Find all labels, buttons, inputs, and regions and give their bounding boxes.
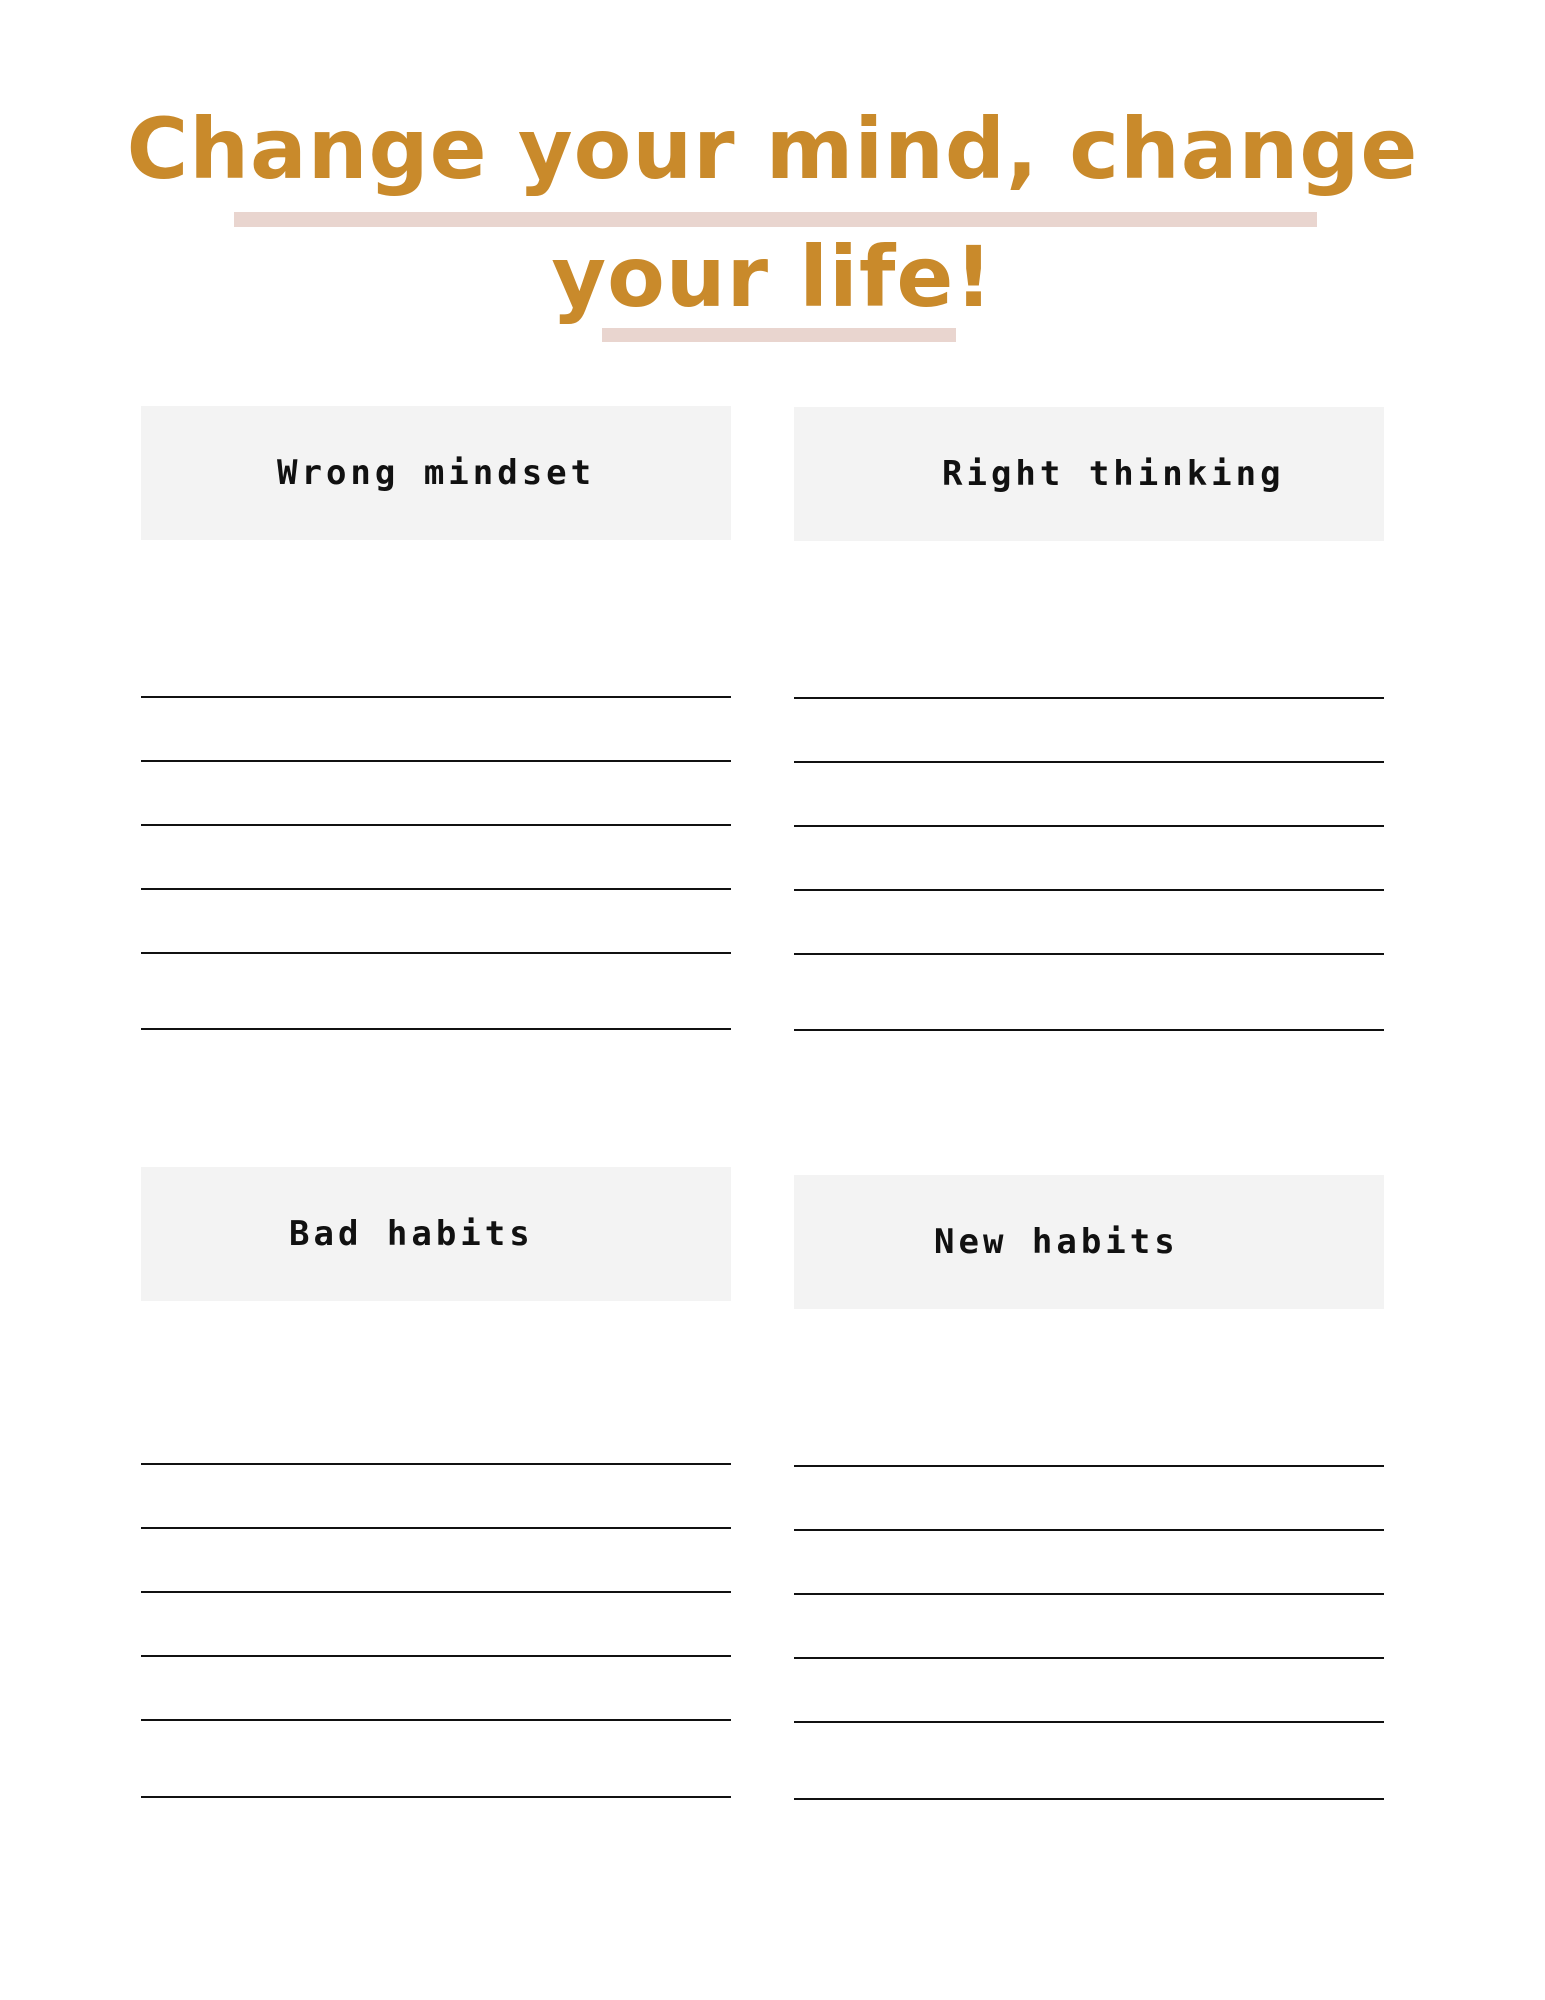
writing-line[interactable] — [141, 1028, 731, 1030]
writing-line[interactable] — [794, 953, 1384, 955]
section-label: Bad habits — [289, 1214, 534, 1254]
writing-line[interactable] — [141, 696, 731, 698]
section-header-right-thinking — [794, 407, 1384, 541]
writing-line[interactable] — [794, 1593, 1384, 1595]
writing-line[interactable] — [794, 1029, 1384, 1031]
section-header-bad-habits — [141, 1167, 731, 1301]
writing-line[interactable] — [141, 1796, 731, 1798]
writing-line[interactable] — [794, 889, 1384, 891]
writing-line[interactable] — [794, 1798, 1384, 1800]
writing-line[interactable] — [794, 697, 1384, 699]
writing-line[interactable] — [141, 824, 731, 826]
section-label: Right thinking — [942, 454, 1285, 494]
page-title-line-2: your life! — [551, 228, 994, 326]
writing-line[interactable] — [794, 825, 1384, 827]
title-highlight-2 — [602, 328, 956, 342]
writing-line[interactable] — [141, 1655, 731, 1657]
writing-line[interactable] — [141, 1463, 731, 1465]
writing-line[interactable] — [141, 1719, 731, 1721]
writing-line[interactable] — [141, 952, 731, 954]
writing-line[interactable] — [794, 1529, 1384, 1531]
writing-line[interactable] — [794, 1465, 1384, 1467]
section-label: New habits — [934, 1222, 1179, 1262]
section-label: Wrong mindset — [277, 453, 596, 493]
section-header-new-habits — [794, 1175, 1384, 1309]
writing-line[interactable] — [794, 761, 1384, 763]
writing-line[interactable] — [141, 888, 731, 890]
writing-line[interactable] — [794, 1721, 1384, 1723]
title-highlight-1 — [234, 212, 1317, 227]
writing-line[interactable] — [141, 760, 731, 762]
writing-line[interactable] — [141, 1591, 731, 1593]
writing-line[interactable] — [141, 1527, 731, 1529]
writing-line[interactable] — [794, 1657, 1384, 1659]
section-header-wrong-mindset — [141, 406, 731, 540]
page-title-line-1: Change your mind, change — [126, 100, 1419, 198]
